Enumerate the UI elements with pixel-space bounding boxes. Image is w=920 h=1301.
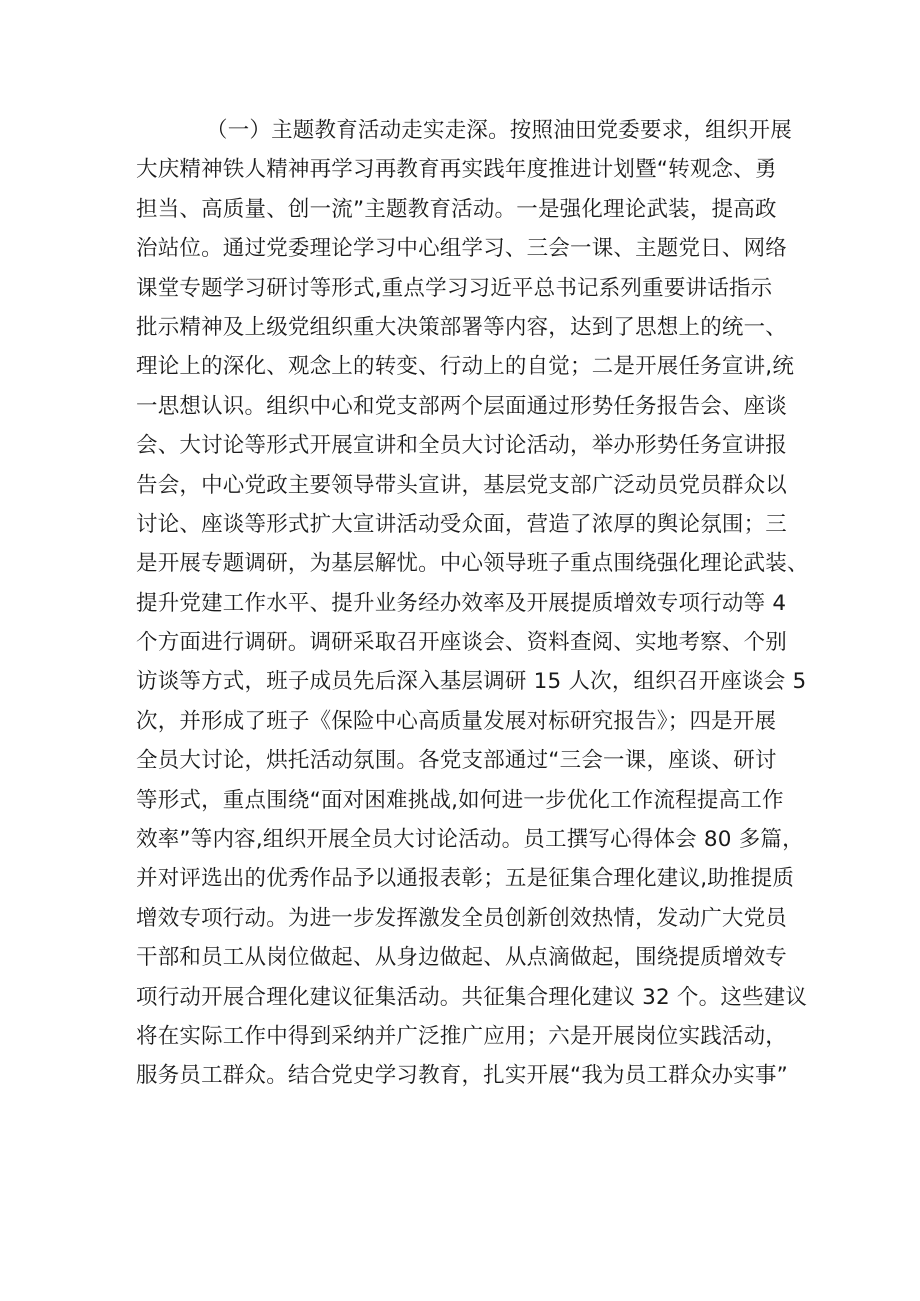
paragraph-line: 课堂专题学习研讨等形式,重点学习习近平总书记系列重要讲话指示 [136, 275, 773, 301]
paragraph-line: 治站位。通过党委理论学习中心组学习、三会一课、主题党日、网络 [136, 236, 788, 262]
paragraph-line: 理论上的深化、观念上的转变、行动上的自觉；二是开展任务宣讲,统 [136, 354, 795, 380]
paragraph-line: 提升党建工作水平、提升业务经办效率及开展提质增效专项行动等 4 [136, 590, 787, 616]
paragraph-line: 次，并形成了班子《保险中心高质量发展对标研究报告》；四是开展 [136, 708, 777, 734]
paragraph-line: 将在实际工作中得到采纳并广泛推广应用；六是开展岗位实践活动， [136, 1023, 788, 1049]
paragraph-line: 项行动开展合理化建议征集活动。共征集合理化建议 32 个。这些建议 [136, 984, 808, 1010]
paragraph-line: 大庆精神铁人精神再学习再教育再实践年度推进计划暨“转观念、勇 [136, 157, 777, 183]
paragraph-line: 担当、高质量、创一流”主题教育活动。一是强化理论武装，提高政 [136, 196, 777, 222]
paragraph-line: 并对评选出的优秀作品予以通报表彰；五是征集合理化建议,助推提质 [136, 866, 795, 892]
paragraph-line: （一）主题教育活动走实走深。按照油田党委要求，组织开展 [206, 118, 792, 143]
paragraph-line: 批示精神及上级党组织重大决策部署等内容，达到了思想上的统一、 [136, 314, 788, 340]
paragraph-line: 等形式，重点围绕“面对困难挑战,如何进一步优化工作流程提高工作 [136, 787, 784, 813]
paragraph-line: 讨论、座谈等形式扩大宣讲活动受众面，营造了浓厚的舆论氛围；三 [136, 511, 788, 537]
paragraph-line: 访谈等方式，班子成员先后深入基层调研 15 人次，组织召开座谈会 5 [136, 669, 807, 695]
document-body [136, 111, 816, 1096]
paragraph-line: 会、大讨论等形式开展宣讲和全员大讨论活动，举办形势任务宣讲报 [136, 433, 788, 459]
paragraph-line: 增效专项行动。为进一步发挥激发全员创新创效热情，发动广大党员 [136, 905, 788, 931]
paragraph-line: 是开展专题调研，为基层解忧。中心领导班子重点围绕强化理论武装、 [136, 551, 809, 577]
paragraph-line: 干部和员工从岗位做起、从身边做起、从点滴做起，围绕提质增效专 [136, 945, 788, 971]
paragraph-line: 全员大讨论，烘托活动氛围。各党支部通过“三会一课，座谈、研讨 [136, 748, 777, 774]
paragraph-line: 效率”等内容,组织开展全员大讨论活动。员工撰写心得体会 80 多篇， [136, 827, 804, 853]
paragraph-line: 一思想认识。组织中心和党支部两个层面通过形势任务报告会、座谈 [136, 393, 788, 419]
paragraph-line: 服务员工群众。结合党史学习教育，扎实开展“我为员工群众办实事” [136, 1063, 788, 1089]
paragraph-line: 个方面进行调研。调研采取召开座谈会、资料查阅、实地考察、个别 [136, 630, 788, 656]
paragraph-line: 告会，中心党政主要领导带头宣讲，基层党支部广泛动员党员群众以 [136, 472, 788, 498]
